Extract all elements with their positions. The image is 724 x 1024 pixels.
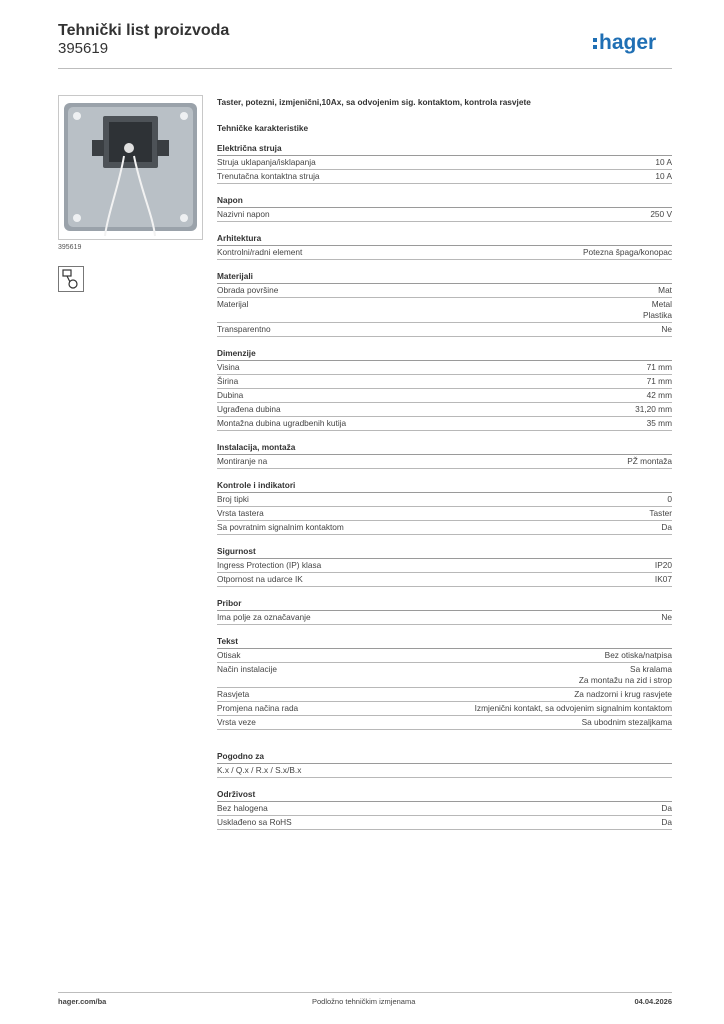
svg-text:hager: hager (599, 31, 657, 54)
section-title: Napon (217, 195, 672, 208)
spec-row (217, 170, 672, 184)
spec-value-line: 42 mm (646, 390, 672, 400)
spec-value (583, 247, 672, 258)
spec-label: Broj tipki (217, 494, 249, 504)
spec-label: Širina (217, 376, 239, 386)
document-header (58, 22, 229, 58)
section-title: Arhitektura (217, 233, 672, 246)
spec-label: Otpornost na udarce IK (217, 574, 303, 584)
spec-label: Obrada površine (217, 285, 279, 295)
section-title: Sigurnost (217, 546, 672, 559)
spec-value-line: Da (661, 522, 672, 532)
spec-value (475, 703, 672, 714)
spec-label: Vrsta tastera (217, 508, 264, 518)
footer-website: hager.com/ba (58, 997, 107, 1006)
header-divider (58, 68, 672, 69)
spec-value-line: Za montažu na zid i strop (578, 675, 672, 685)
spec-value-line: IP20 (654, 560, 672, 570)
section-title: Pogodno za (217, 751, 672, 764)
footer-divider (58, 992, 672, 993)
spec-value (627, 456, 672, 467)
spec-value-line: 35 mm (646, 418, 672, 428)
image-caption: 395619 (58, 244, 82, 251)
spec-value (655, 574, 672, 585)
spec-value-line: Sa kralama (630, 664, 672, 674)
spec-section (217, 480, 672, 535)
spec-row (217, 688, 672, 702)
spec-label: Dubina (217, 390, 244, 400)
spec-value (647, 390, 672, 401)
spec-value (667, 494, 672, 505)
spec-value-line: Da (661, 803, 672, 813)
spec-label: Materijal (217, 299, 249, 309)
product-description: Taster, potezni, izmjenični,10Ax, sa odvojenim sig. kontaktom, kontrola rasvjete (217, 97, 531, 107)
spec-value-line: PŽ montaža (627, 456, 672, 466)
spec-section (217, 546, 672, 587)
footer-note: Podložno tehničkim izmjenama (312, 997, 416, 1006)
tech-heading: Tehničke karakteristike (217, 123, 309, 133)
spec-label: Transparentno (217, 324, 271, 334)
spec-value (661, 612, 672, 623)
spec-row (217, 507, 672, 521)
spec-value-line: Za nadzorni i krug rasvjete (574, 689, 672, 699)
spec-row (217, 455, 672, 469)
spec-section (217, 751, 672, 778)
section-title: Dimenzije (217, 348, 672, 361)
spec-row (217, 323, 672, 337)
spec-value-line: Potezna špaga/konopac (582, 247, 672, 257)
section-title: Materijali (217, 271, 672, 284)
spec-label: Sa povratnim signalnim kontaktom (217, 522, 344, 532)
spec-value (655, 560, 672, 571)
spec-row (217, 716, 672, 730)
section-title: Pribor (217, 598, 672, 611)
spec-value-line: 71 mm (646, 376, 672, 386)
spec-row (217, 156, 672, 170)
spec-label: Otisak (217, 650, 241, 660)
spec-label: Rasvjeta (217, 689, 250, 699)
spec-row (217, 521, 672, 535)
spec-label: Način instalacije (217, 664, 277, 674)
spec-row (217, 403, 672, 417)
spec-value-line: Bez otiska/natpisa (604, 650, 672, 660)
spec-value-line: Mat (658, 285, 672, 295)
spec-label: Kontrolni/radni element (217, 247, 303, 257)
hager-logo (592, 28, 672, 56)
spec-sections (217, 143, 672, 830)
spec-row (217, 284, 672, 298)
spec-section (217, 348, 672, 431)
spec-value (650, 209, 672, 220)
spec-label: Promjena načina rada (217, 703, 299, 713)
section-title: Tekst (217, 636, 672, 649)
spec-value (647, 376, 672, 387)
spec-section (217, 789, 672, 830)
spec-section (217, 598, 672, 625)
spec-value-line: Taster (649, 508, 672, 518)
footer-date: 04.04.2026 (634, 997, 672, 1006)
spec-value (647, 362, 672, 373)
spec-value-line: 71 mm (646, 362, 672, 372)
spec-value-line: Da (661, 817, 672, 827)
section-title: Kontrole i indikatori (217, 480, 672, 493)
spec-row (217, 389, 672, 403)
spec-value (658, 285, 672, 296)
spec-row (217, 816, 672, 830)
spec-value (579, 664, 672, 686)
spec-label: Ingress Protection (IP) klasa (217, 560, 322, 570)
spec-label: Montažna dubina ugradbenih kutija (217, 418, 347, 428)
spec-value (661, 817, 672, 828)
spec-value (635, 404, 672, 415)
spec-value-line: 0 (667, 494, 672, 504)
spec-value-line: Metal (651, 299, 672, 309)
spec-section (217, 442, 672, 469)
spec-row (217, 417, 672, 431)
spec-label: Montiranje na (217, 456, 268, 466)
spec-row (217, 573, 672, 587)
spec-value (643, 299, 672, 321)
spec-label: K.x / Q.x / R.x / S.x/B.x (217, 765, 302, 775)
spec-value (649, 508, 672, 519)
spec-value-line: 10 A (655, 171, 672, 181)
product-image (58, 95, 203, 240)
spec-content (217, 96, 672, 841)
spec-value (582, 717, 672, 728)
section-title: Instalacija, montaža (217, 442, 672, 455)
spec-value-line: Sa ubodnim stezaljkama (581, 717, 672, 727)
spec-label: Ima polje za označavanje (217, 612, 311, 622)
spec-value-line: Ne (661, 612, 672, 622)
spec-section (217, 195, 672, 222)
spec-label: Trenutačna kontaktna struja (217, 171, 320, 181)
spec-value (661, 324, 672, 335)
pull-cord-icon (58, 266, 84, 292)
spec-section (217, 271, 672, 337)
spec-label: Ugrađena dubina (217, 404, 281, 414)
spec-row (217, 361, 672, 375)
spec-label: Visina (217, 362, 240, 372)
section-title: Održivost (217, 789, 672, 802)
product-code: 395619 (58, 40, 109, 57)
spec-value-line: Izmjenični kontakt, sa odvojenim signalnim kontaktom (474, 703, 672, 713)
spec-value-line: Plastika (642, 310, 672, 320)
spec-label: Usklađeno sa RoHS (217, 817, 292, 827)
spec-row (217, 802, 672, 816)
spec-row (217, 559, 672, 573)
spec-value-line: 10 A (655, 157, 672, 167)
spec-row (217, 649, 672, 663)
spec-row (217, 493, 672, 507)
spec-value (655, 171, 672, 182)
spec-section (217, 233, 672, 260)
spec-row (217, 208, 672, 222)
section-title: Električna struja (217, 143, 672, 156)
spec-row (217, 702, 672, 716)
spec-value (605, 650, 672, 661)
spec-value (647, 418, 672, 429)
spec-value (661, 522, 672, 533)
spec-value-line: IK07 (654, 574, 672, 584)
spec-row (217, 375, 672, 389)
spec-row (217, 298, 672, 323)
spec-label: Vrsta veze (217, 717, 256, 727)
spec-value-line: 31,20 mm (635, 404, 672, 414)
spec-section (217, 143, 672, 184)
spec-label: Bez halogena (217, 803, 268, 813)
spec-section (217, 636, 672, 730)
spec-row (217, 764, 672, 778)
spec-value-line: 250 V (650, 209, 672, 219)
spec-row (217, 246, 672, 260)
spec-value (661, 803, 672, 814)
document-title: Tehnički list proizvoda (58, 22, 230, 39)
spec-value (655, 157, 672, 168)
spec-value-line: Ne (661, 324, 672, 334)
spec-row (217, 663, 672, 688)
spec-value (574, 689, 672, 700)
spec-label: Nazivni napon (217, 209, 270, 219)
section-gap (217, 741, 672, 751)
spec-label: Struja uklapanja/isklapanja (217, 157, 316, 167)
spec-row (217, 611, 672, 625)
